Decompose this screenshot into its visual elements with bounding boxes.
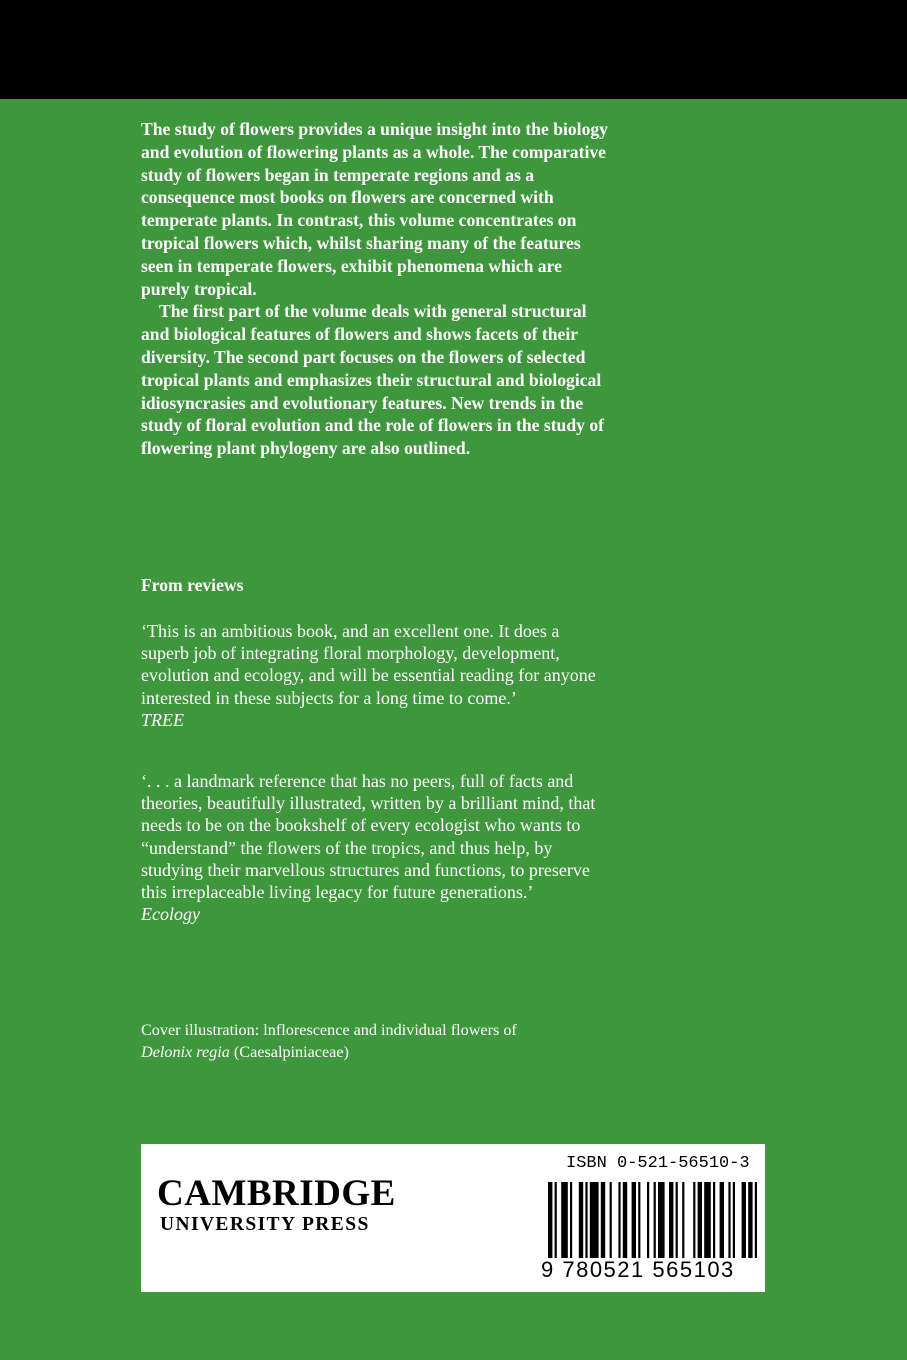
publisher-subtitle: UNIVERSITY PRESS <box>160 1214 370 1235</box>
credit-prefix: Cover illustration: lnflorescence and individual flowers of <box>141 1021 517 1039</box>
publisher-name: CAMBRIDGE <box>157 1173 396 1214</box>
blurb-paragraph-2: The first part of the volume deals with general structural and biological features of flowers and shows facets of their diversity. The second part focuses on the flowers of selected tropical plants and emphasizes their structural and biological idiosyncrasies and evolutionary features. New trends in the study of floral evolution and the role of flowers in the study of flowering plant phylogeny are also outlined. <box>141 301 604 459</box>
publisher-barcode-panel <box>141 1144 765 1292</box>
blurb-paragraph-1: The study of flowers provides a unique insight into the biology and evolution of flowering plants as a whole. The comparative study of flowers began in temperate regions and as a consequence most books on flowers are concerned with temperate plants. In contrast, this volume concentrates on tropical flowers which, whilst sharing many of the features seen in temperate flowers, exhibit phenomena which are purely tropical. <box>141 119 608 299</box>
credit-species: Delonix regia <box>141 1042 230 1061</box>
review-quote <box>141 620 611 731</box>
isbn-label: ISBN 0-521-56510-3 <box>566 1154 750 1173</box>
barcode-icon <box>546 1182 761 1258</box>
review-quote <box>141 770 611 925</box>
review-text: ‘This is an ambitious book, and an excellent one. It does a superb job of integrating floral morphology, development, evolution and ecology, and will be essential reading for anyone interested in these subjects for a long time to come.’ <box>141 621 596 708</box>
description-blurb <box>141 118 611 460</box>
credit-family: (Caesalpiniaceae) <box>233 1042 349 1061</box>
ean-number: 9 780521 565103 <box>541 1257 735 1282</box>
review-source: Ecology <box>141 904 200 925</box>
reviews-heading: From reviews <box>141 575 244 595</box>
review-text: ‘. . . a landmark reference that has no peers, full of facts and theories, beautifully illustrated, written by a brilliant mind, that needs to be on the bookshelf of every ecologist who wants to “understand” the flowers of the tropics, and thus help, by studying their marvellous structures and functions, to preserve this irreplaceable living legacy for future generations.’ <box>141 771 596 903</box>
publisher-logo <box>157 1174 396 1236</box>
cover-illustration-credit <box>141 1020 621 1063</box>
review-source: TREE <box>141 709 184 730</box>
top-black-band <box>0 0 907 99</box>
